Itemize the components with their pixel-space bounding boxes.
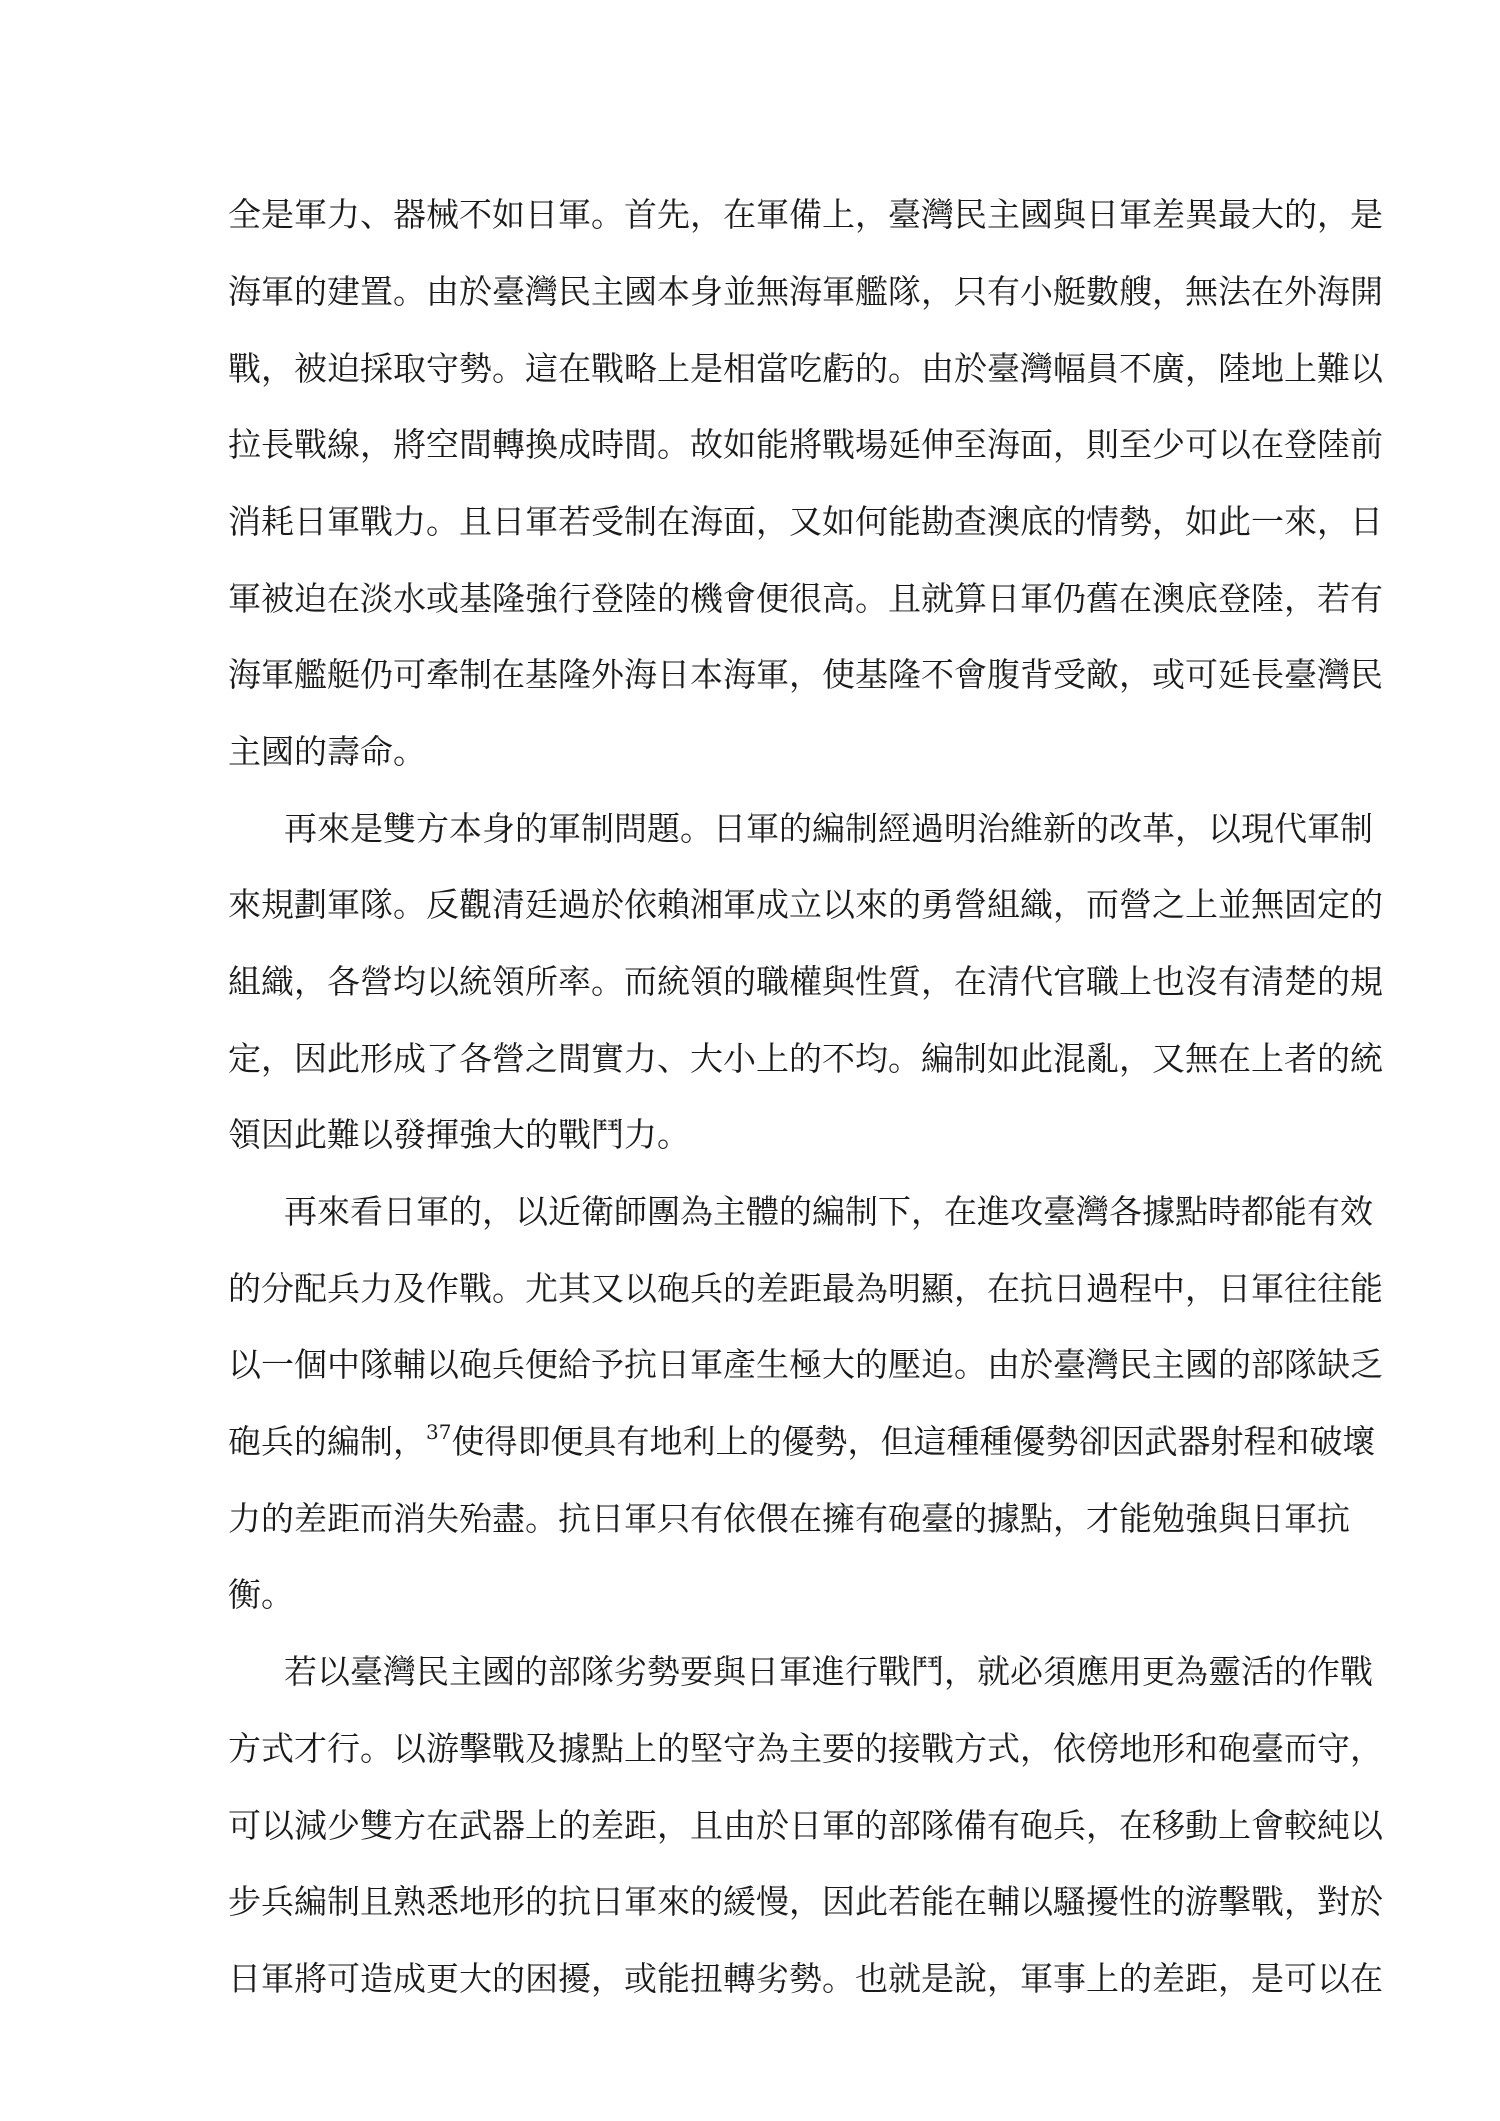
body-text-line: 來規劃軍隊。反觀清廷過於依賴湘軍成立以來的勇營組織，而營之上並無固定的 [228, 885, 1383, 924]
body-text-line: 步兵編制且熟悉地形的抗日軍來的緩慢，因此若能在輔以騷擾性的游擊戰，對於 [228, 1882, 1383, 1921]
body-text-line: 拉長戰線，將空間轉換成時間。故如能將戰場延伸至海面，則至少可以在登陸前 [228, 425, 1383, 464]
body-text-line: 力的差距而消失殆盡。抗日軍只有依偎在擁有砲臺的據點，才能勉強與日軍抗 [228, 1499, 1350, 1538]
body-text-line: 若以臺灣民主國的部隊劣勢要與日軍進行戰鬥，就必須應用更為靈活的作戰 [284, 1652, 1373, 1691]
line-text-before-ref: 砲兵的編制， [228, 1422, 426, 1461]
body-text-line: 海軍艦艇仍可牽制在基隆外海日本海軍，使基隆不會腹背受敵，或可延長臺灣民 [228, 655, 1383, 694]
body-text-line-with-footnote-ref [228, 1420, 1376, 1462]
body-text-line: 消耗日軍戰力。且日軍若受制在海面，又如何能勘查澳底的情勢，如此一來，日 [228, 502, 1383, 541]
body-text-line: 領因此難以發揮強大的戰鬥力。 [228, 1115, 690, 1154]
body-text-line: 可以減少雙方在武器上的差距，且由於日軍的部隊備有砲兵，在移動上會較純以 [228, 1806, 1383, 1845]
body-text-line: 戰，被迫採取守勢。這在戰略上是相當吃虧的。由於臺灣幅員不廣，陸地上難以 [228, 349, 1383, 388]
body-text-line: 日軍將可造成更大的困擾，或能扭轉劣勢。也就是說，軍事上的差距，是可以在 [228, 1959, 1383, 1998]
body-text-line: 的分配兵力及作戰。尤其又以砲兵的差距最為明顯，在抗日過程中，日軍往往能 [228, 1269, 1383, 1308]
body-text-line: 軍被迫在淡水或基隆強行登陸的機會便很高。且就算日軍仍舊在澳底登陸，若有 [228, 579, 1383, 618]
body-text-line: 方式才行。以游擊戰及據點上的堅守為主要的接戰方式，依傍地形和砲臺而守， [228, 1729, 1383, 1768]
body-text-line: 海軍的建置。由於臺灣民主國本身並無海軍艦隊，只有小艇數艘，無法在外海開 [228, 272, 1383, 311]
body-text-line: 衡。 [228, 1575, 294, 1614]
body-text-line: 以一個中隊輔以砲兵便給予抗日軍產生極大的壓迫。由於臺灣民主國的部隊缺乏 [228, 1345, 1383, 1384]
body-text-line: 再來是雙方本身的軍制問題。日軍的編制經過明治維新的改革，以現代軍制 [284, 809, 1373, 848]
line-text-after-ref: 使得即便具有地利上的優勢，但這種種優勢卻因武器射程和破壞 [451, 1422, 1376, 1461]
body-text-line: 組織，各營均以統領所率。而統領的職權與性質，在清代官職上也沒有清楚的規 [228, 962, 1383, 1001]
body-text-line: 主國的壽命。 [228, 732, 426, 771]
body-text-line: 定，因此形成了各營之間實力、大小上的不均。編制如此混亂，又無在上者的統 [228, 1039, 1383, 1078]
footnote-reference[interactable]: 37 [426, 1420, 452, 1444]
body-text-line: 再來看日軍的，以近衛師團為主體的編制下，在進攻臺灣各據點時都能有效 [284, 1192, 1373, 1231]
body-text-line: 全是軍力、器械不如日軍。首先，在軍備上，臺灣民主國與日軍差異最大的，是 [228, 195, 1383, 234]
